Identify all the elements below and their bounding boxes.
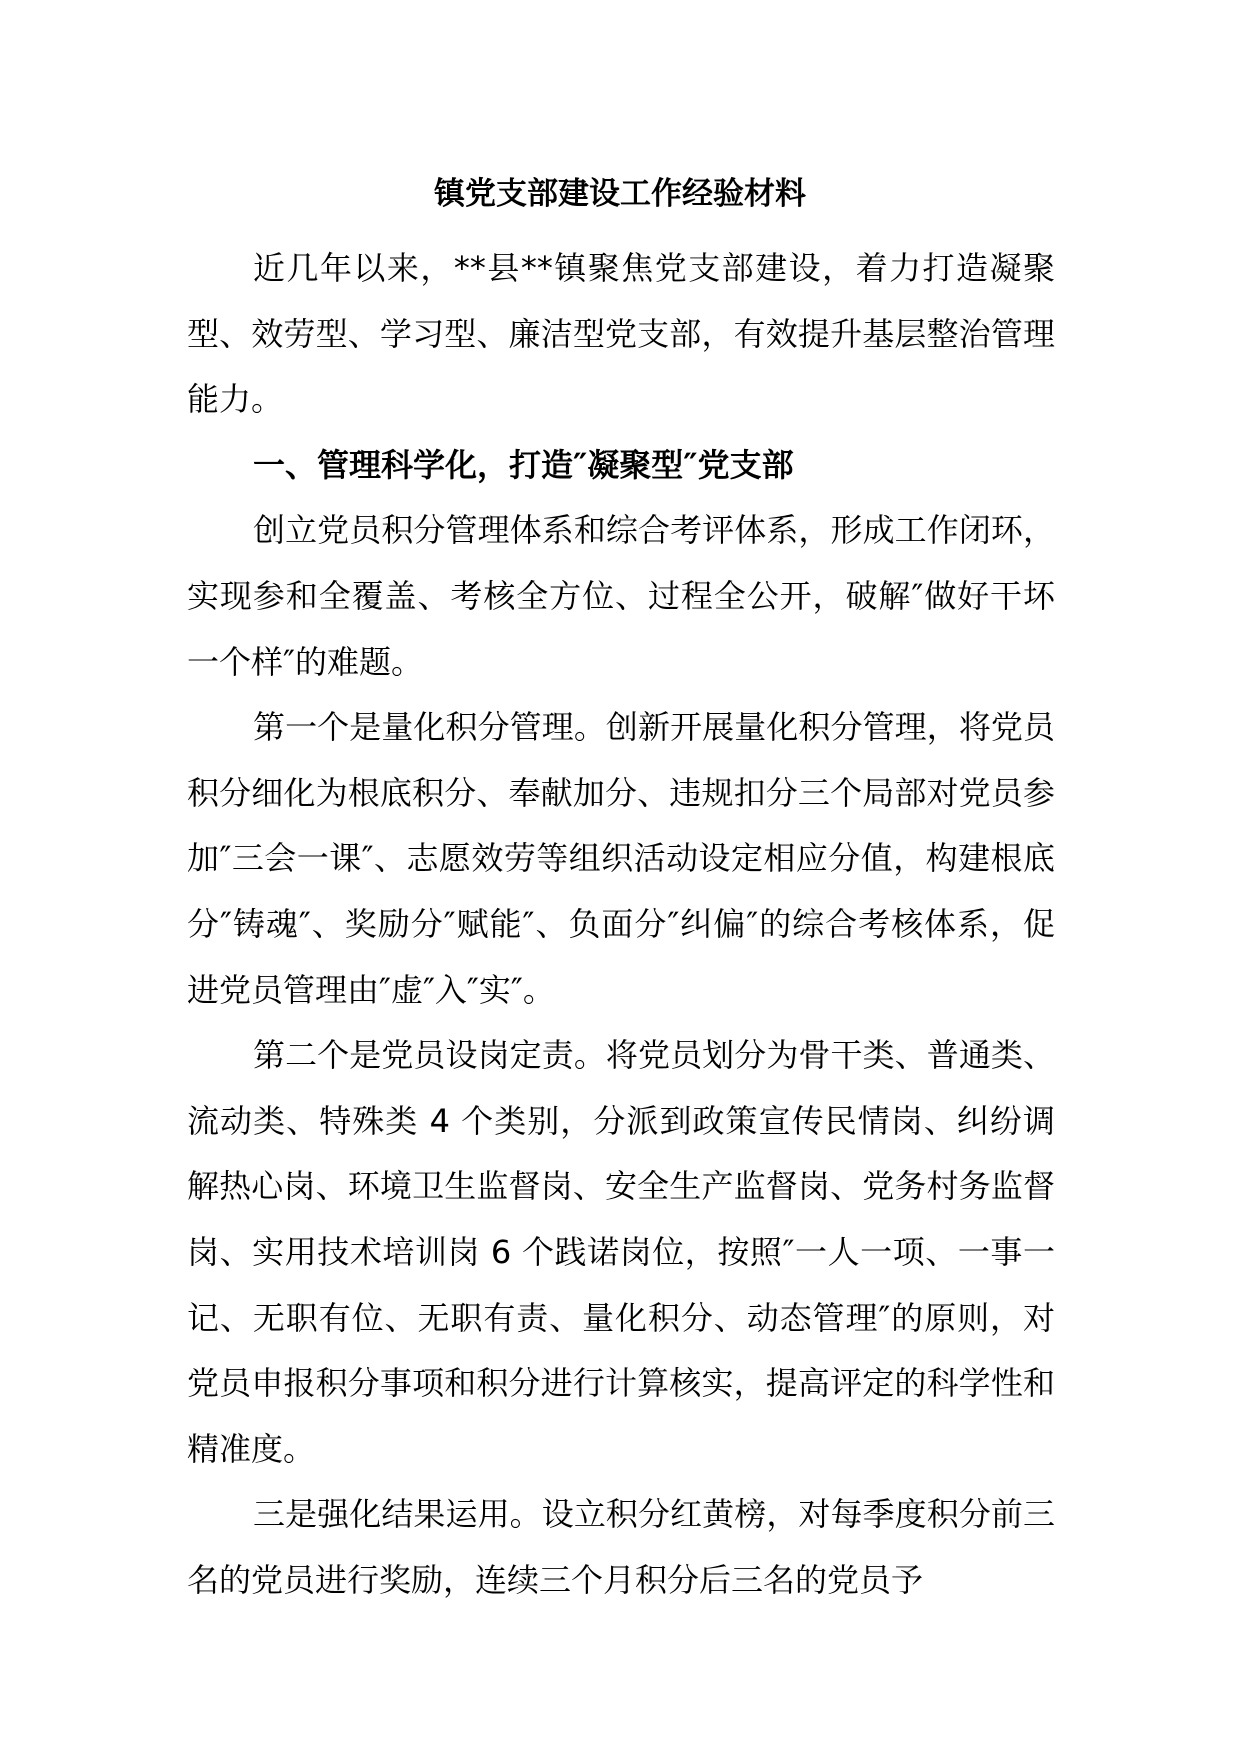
paragraph-intro: 近几年以来，**县**镇聚焦党支部建设，着力打造凝聚型、效劳型、学习型、廉洁型党支部，有效提升基层整治管理能力。 [187, 249, 1055, 419]
paragraph-point-1: 第一个是量化积分管理。创新开展量化积分管理，将党员积分细化为根底积分、奉献加分、违规扣分三个局部对党员参加″三会一课″、志愿效劳等组织活动设定相应分值，构建根底分″铸魂″、奖励分″赋能″、负面分″纠偏″的综合考核体系，促进党员管理由″虚″入″实″。 [187, 708, 1055, 1009]
paragraph-point-2: 第二个是党员设岗定责。将党员划分为骨干类、普通类、流动类、特殊类 4 个类别，分派到政策宣传民情岗、纠纷调解热心岗、环境卫生监督岗、安全生产监督岗、党务村务监督岗、实用技术培训岗 6 个践诺岗位，按照″一人一项、一事一记、无职有位、无职有责、量化积分、动态管理″的原则，对党员申报积分事项和积分进行计算核实，提高评定的科学性和精准度。 [187, 1036, 1055, 1468]
section-heading-1: 一、管理科学化，打造″凝聚型″党支部 [253, 445, 794, 484]
document-body [187, 236, 1055, 1613]
document-title: 镇党支部建设工作经验材料 [434, 176, 806, 212]
paragraph-section-1-intro: 创立党员积分管理体系和综合考评体系，形成工作闭环，实现参和全覆盖、考核全方位、过程全公开，破解″做好干坏一个样″的难题。 [187, 511, 1055, 681]
paragraph-point-3: 三是强化结果运用。设立积分红黄榜，对每季度积分前三名的党员进行奖励，连续三个月积分后三名的党员予 [187, 1495, 1055, 1599]
